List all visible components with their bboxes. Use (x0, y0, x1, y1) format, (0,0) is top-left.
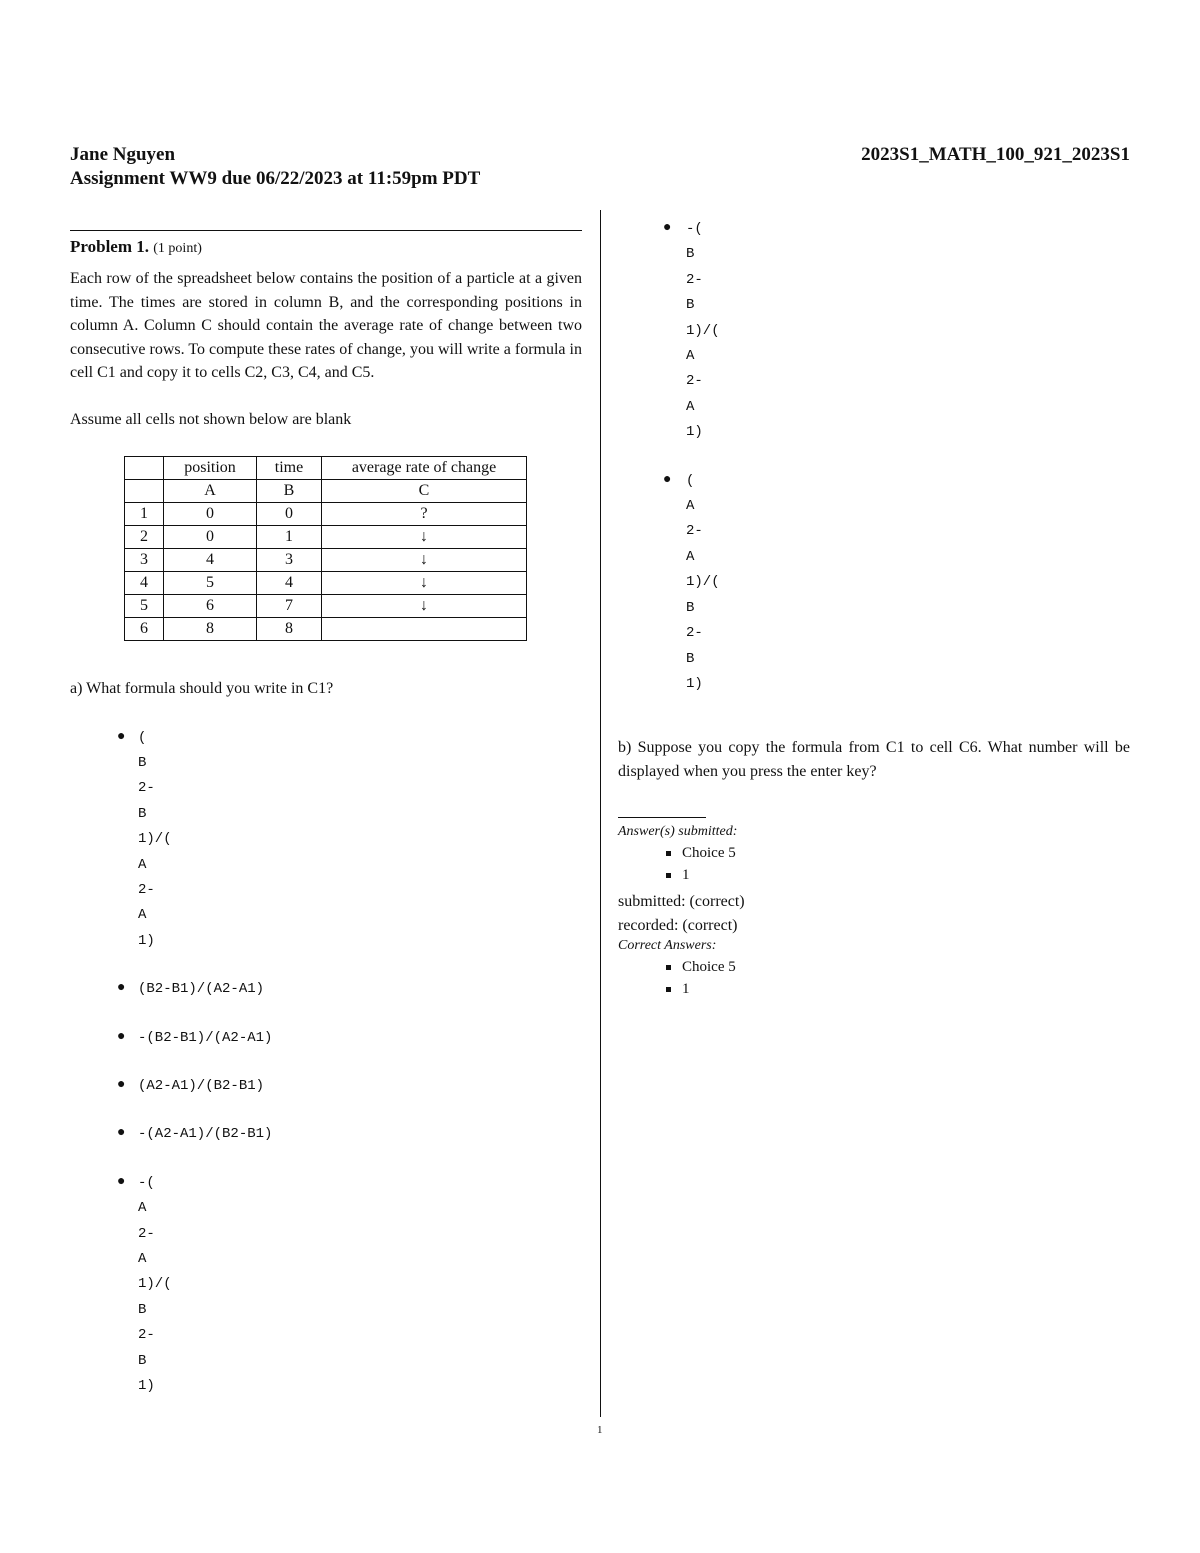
option-text: (A2-A1)/(B2-B1) (138, 1077, 265, 1094)
bullet-icon: ● (117, 1076, 126, 1092)
option-text: -(B2-B1)/(A2-A1) (138, 1029, 273, 1046)
bullet-icon: ● (117, 728, 126, 744)
right-column (618, 216, 1130, 1000)
table-cell: 4 (164, 549, 257, 572)
problem-points: (1 point) (153, 241, 202, 256)
page-header (70, 143, 1130, 191)
option-text: -( A 2- A 1)/( B 2- B 1) (138, 1174, 172, 1395)
list-item[interactable] (618, 216, 1130, 445)
table-cell: 0 (164, 526, 257, 549)
table-cell: 0 (164, 503, 257, 526)
table-row (125, 503, 527, 526)
table-cell: A (164, 480, 257, 503)
table-cell: 8 (164, 618, 257, 641)
table-cell: ? (322, 503, 527, 526)
column-divider (600, 210, 601, 1417)
recorded-status: recorded: (correct) (618, 917, 738, 935)
list-item[interactable] (70, 1121, 582, 1146)
table-cell: B (257, 480, 322, 503)
submitted-label: Answer(s) submitted: (618, 824, 738, 840)
table-cell: average rate of change (322, 457, 527, 480)
list-item (618, 842, 1130, 864)
table-cell: 5 (164, 572, 257, 595)
table-cell: C (322, 480, 527, 503)
table-cell (125, 457, 164, 480)
table-header-row (125, 457, 527, 480)
table-column-row (125, 480, 527, 503)
student-name: Jane Nguyen (70, 144, 176, 165)
table-cell: 4 (125, 572, 164, 595)
option-text: -(A2-A1)/(B2-B1) (138, 1126, 273, 1143)
problem-paragraph: Each row of the spreadsheet below contains the position of a particle at a given time. The times are stored in column B, and the corresponding positions in column A. Column C should contain the average rate of change between two consecutive rows. To compute these rates of change, you will write a formula in cell C1 and copy it to cells C2, C3, C4, and C5. (70, 270, 582, 381)
table-cell: position (164, 457, 257, 480)
table-row (125, 549, 527, 572)
problem-label: Problem 1. (70, 237, 150, 256)
option-text: (B2-B1)/(A2-A1) (138, 981, 265, 998)
table-cell: 3 (125, 549, 164, 572)
course-code: 2023S1_MATH_100_921_2023S1 (861, 144, 1130, 165)
table-cell: 1 (125, 503, 164, 526)
correct-label: Correct Answers: (618, 938, 717, 954)
list-item (618, 956, 1130, 978)
table-cell: time (257, 457, 322, 480)
submitted-list (618, 842, 1130, 886)
table-cell: ↓ (322, 526, 527, 549)
bullet-icon: ● (663, 471, 672, 487)
assignment-title: Assignment WW9 due 06/22/2023 at 11:59pm PDT (70, 168, 481, 189)
correct-list (618, 956, 1130, 1000)
square-bullet-icon (666, 851, 671, 856)
table-cell: 7 (257, 595, 322, 618)
list-item[interactable] (618, 468, 1130, 697)
answer-text: 1 (682, 981, 690, 998)
square-bullet-icon (666, 873, 671, 878)
answer-rule (618, 817, 706, 818)
list-item (618, 978, 1130, 1000)
table-cell (322, 618, 527, 641)
table-cell: ↓ (322, 549, 527, 572)
list-item[interactable] (70, 976, 582, 1001)
bullet-icon: ● (663, 220, 672, 235)
list-item[interactable] (70, 1025, 582, 1050)
option-text: -( B 2- B 1)/( A 2- A 1) (686, 221, 720, 441)
table-cell: 1 (257, 526, 322, 549)
list-item[interactable] (70, 1073, 582, 1098)
list-item[interactable] (70, 1170, 582, 1399)
table-row (125, 595, 527, 618)
square-bullet-icon (666, 965, 671, 970)
bullet-icon: ● (117, 980, 126, 996)
table-cell: 3 (257, 549, 322, 572)
list-item[interactable] (70, 725, 582, 954)
option-text: ( A 2- A 1)/( B 2- B 1) (686, 472, 720, 692)
table-cell (125, 480, 164, 503)
table-row (125, 618, 527, 641)
page-number: 1 (597, 1424, 603, 1436)
table-row (125, 572, 527, 595)
problem-rule (70, 230, 582, 231)
table-cell: 2 (125, 526, 164, 549)
table-cell: 6 (125, 618, 164, 641)
table-cell: ↓ (322, 595, 527, 618)
part-a-question: a) What formula should you write in C1? (70, 680, 334, 697)
table-cell: ↓ (322, 572, 527, 595)
bullet-icon: ● (117, 1173, 126, 1189)
answer-text: Choice 5 (682, 845, 736, 862)
problem-assumption: Assume all cells not shown below are blank (70, 410, 352, 428)
square-bullet-icon (666, 987, 671, 992)
answer-text: 1 (682, 867, 690, 884)
spreadsheet-table (124, 456, 527, 641)
problem-title (70, 237, 582, 257)
table-cell: 5 (125, 595, 164, 618)
bullet-icon: ● (117, 1028, 126, 1044)
table-cell: 6 (164, 595, 257, 618)
table-cell: 8 (257, 618, 322, 641)
part-a-options-continued (618, 216, 1130, 696)
bullet-icon: ● (117, 1125, 126, 1141)
option-text: ( B 2- B 1)/( A 2- A 1) (138, 729, 172, 949)
table-row (125, 526, 527, 549)
left-column (70, 230, 582, 1421)
table-cell: 0 (257, 503, 322, 526)
part-a-options (70, 725, 582, 1399)
part-b-question: b) Suppose you copy the formula from C1 to cell C6. What number will be displayed when you press the enter key? (618, 739, 1130, 780)
answer-text: Choice 5 (682, 959, 736, 976)
list-item (618, 864, 1130, 886)
submitted-status: submitted: (correct) (618, 893, 745, 911)
table-cell: 4 (257, 572, 322, 595)
